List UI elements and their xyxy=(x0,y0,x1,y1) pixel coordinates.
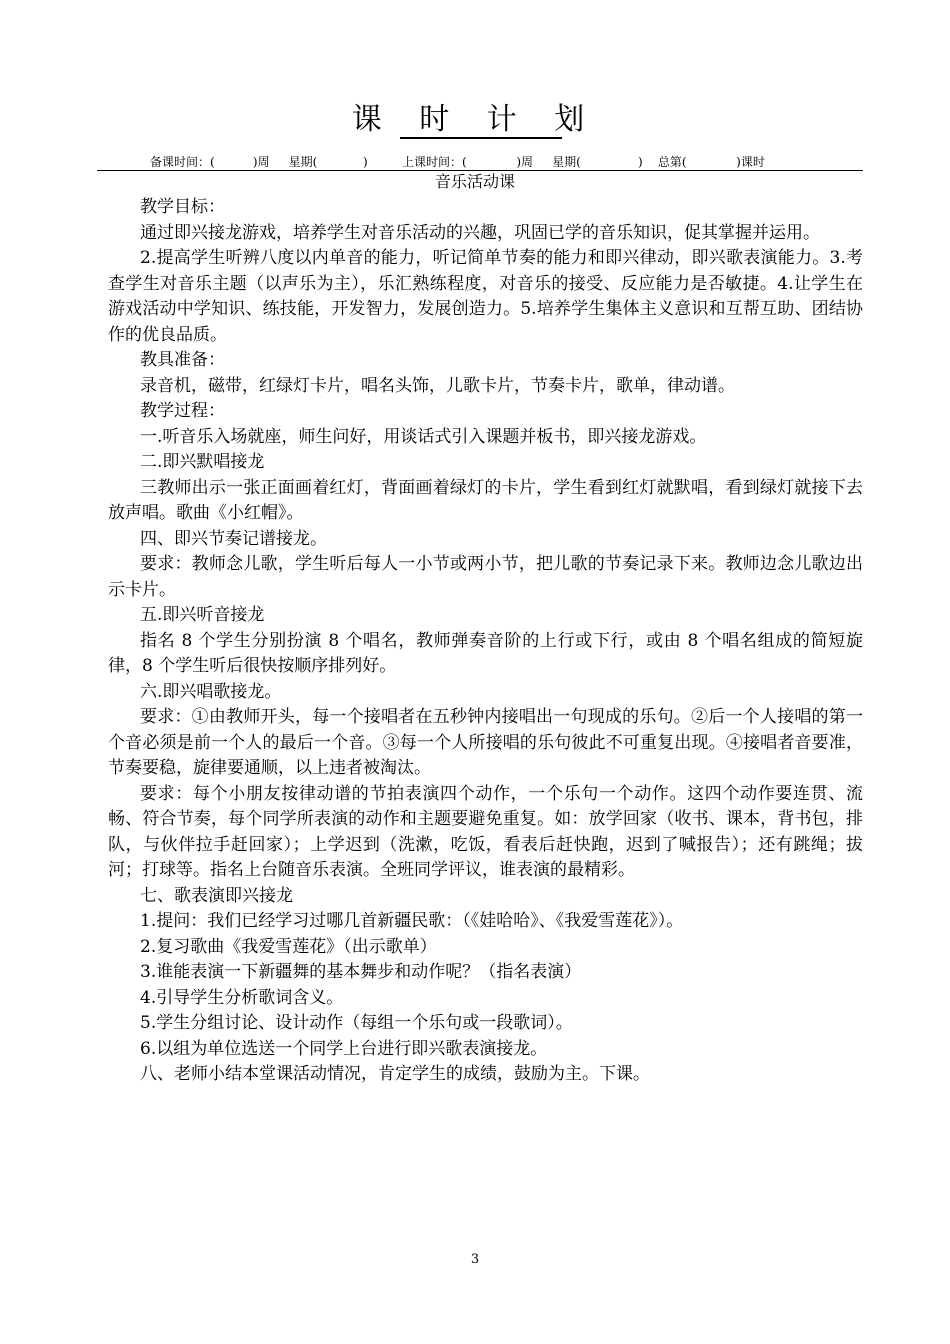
schedule-line: 备课时间：( )周 星期( ) 上课时间：( )周 星期( ) 总第( )课时 xyxy=(150,155,765,169)
paragraph: 教具准备： xyxy=(140,350,225,370)
paragraph: 要求：每个小朋友按律动谱的节拍表演四个动作，一个乐句一个动作。这四个动作要连贯、流畅、符合节奏，每个同学所表演的动作和主题要避免重复。如：放学回家（收书、课本，背书包，排队，与伙伴拉手赶回家）；上学迟到（洗漱，吃饭，看表后赶快跑，迟到了喊报告）；还有跳绳；拔河；打球等。指名上台随音乐表演。全班同学评议，谁表演的最精彩。 xyxy=(108,783,863,880)
paragraph: 二.即兴默唱接龙 xyxy=(140,452,265,472)
paragraph: 6.以组为单位选送一个同学上台进行即兴歌表演接龙。 xyxy=(140,1038,548,1059)
paragraph: 要求：①由教师开头，每一个接唱者在五秒钟内接唱出一句现成的乐句。②后一个人接唱的第一个音必须是前一个人的最后一个音。③每一个人所接唱的乐句彼此不可重复出现。④接唱者音要准，节奏要稳，旋律要通顺，以上违者被淘汰。 xyxy=(108,707,863,778)
paragraph: 教学目标： xyxy=(140,197,225,217)
paragraph: 五.即兴听音接龙 xyxy=(140,605,265,625)
paragraph: 5.学生分组讨论、设计动作（每组一个乐句或一段歌词）。 xyxy=(140,1013,573,1033)
paragraph: 六.即兴唱歌接龙。 xyxy=(140,681,282,702)
paragraph: 教学过程： xyxy=(140,401,225,421)
paragraph: 1.提问：我们已经学习过哪几首新疆民歌：（《娃哈哈》、《我爱雪莲花》）。 xyxy=(140,911,684,931)
header-rule xyxy=(97,170,863,171)
paragraph: 指名 8 个学生分别扮演 8 个唱名，教师弹奏音阶的上行或下行，或由 8 个唱名组成的简短旋律，8 个学生听后很快按顺序排列好。 xyxy=(108,630,863,676)
paragraph: 要求：教师念儿歌，学生听后每人一小节或两小节，把儿歌的节奏记录下来。教师边念儿歌边出示卡片。 xyxy=(108,554,863,600)
paragraph: 通过即兴接龙游戏，培养学生对音乐活动的兴趣，巩固已学的音乐知识，促其掌握并运用。 xyxy=(140,222,820,243)
lesson-subject: 音乐活动课 xyxy=(434,172,515,191)
paragraph: 3.谁能表演一下新疆舞的基本舞步和动作呢？（指名表演） xyxy=(140,962,582,982)
paragraph: 4.引导学生分析歌词含义。 xyxy=(140,987,344,1008)
paragraph: 八、老师小结本堂课活动情况，肯定学生的成绩，鼓励为主。下课。 xyxy=(140,1064,650,1084)
paragraph: 2.提高学生听辨八度以内单音的能力，听记简单节奏的能力和即兴律动，即兴歌表演能力。3.考查学生对音乐主题（以声乐为主），乐汇熟练程度，对音乐的接受、反应能力是否敏捷。4.让学生在游戏活动中学知识、练技能，开发智力，发展创造力。5.培养学生集体主义意识和互帮互助、团结协作的优良品质。 xyxy=(108,248,863,345)
paragraph: 录音机，磁带，红绿灯卡片，唱名头饰，儿歌卡片，节奏卡片，歌单，律动谱。 xyxy=(140,375,735,396)
paragraph: 四、即兴节奏记谱接龙。 xyxy=(140,528,327,549)
paragraph: 七、歌表演即兴接龙 xyxy=(140,885,293,906)
title-underline xyxy=(400,137,562,139)
paragraph: 2.复习歌曲《我爱雪莲花》（出示歌单） xyxy=(140,936,437,957)
page-title: 课 时 计 划 xyxy=(351,102,599,137)
lesson-body xyxy=(108,195,863,1088)
paragraph: 一.听音乐入场就座，师生问好，用谈话式引入课题并板书，即兴接龙游戏。 xyxy=(140,426,707,447)
page-number: 3 xyxy=(470,1252,480,1267)
paragraph: 三教师出示一张正面画着红灯，背面画着绿灯的卡片，学生看到红灯就默唱，看到绿灯就接下去放声唱。歌曲《小红帽》。 xyxy=(108,477,863,523)
